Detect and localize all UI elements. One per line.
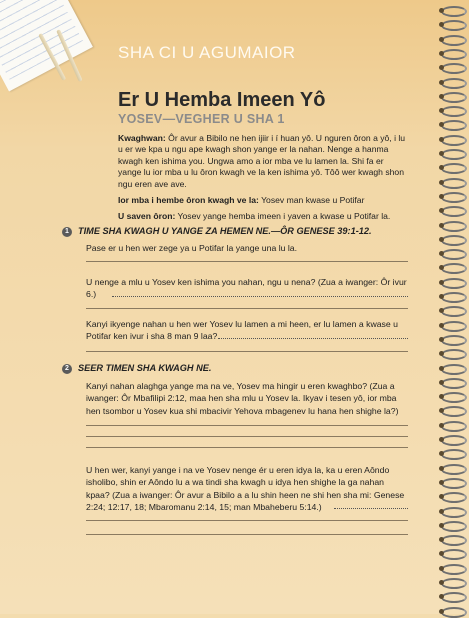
question-number: 2 [62,364,72,374]
spiral-ring [441,390,467,402]
answer-line[interactable] [112,296,408,297]
spiral-ring [441,376,467,388]
spiral-ring [441,333,467,345]
spiral-ring [441,219,467,231]
question-1c-text: Kanyi ikyenge nahan u hen wer Yosev lu lamen a mi heen, er lu lamen a kwase u Potifar ken ivur i sha 8 man 9 laa? [86,319,398,342]
answer-line[interactable] [86,425,408,426]
spiral-ring [441,576,467,588]
spiral-binding [439,0,469,614]
page-subtitle: YOSEV—VEGHER U SHA 1 [118,112,285,126]
question-2-title: SEER TIMEN SHA KWAGH NE. [78,363,212,373]
spiral-ring [441,447,467,459]
spiral-ring [441,190,467,202]
spiral-ring [441,276,467,288]
spiral-ring [441,261,467,273]
spiral-ring [441,4,467,16]
notepaper-illustration [0,0,100,100]
ior-text: Yosev man kwase u Potifar [261,195,365,206]
spiral-ring [441,33,467,45]
spiral-ring [441,433,467,445]
answer-line[interactable] [86,308,408,309]
spiral-ring [441,547,467,559]
spiral-ring [441,47,467,59]
answer-line[interactable] [86,351,408,352]
question-2a-text: Kanyi nahan alaghga yange ma na ve, Yosev ma hingir u eren kwaghbo? (Zua a iwanger: Ôr Mbafilipi 2:12, maa hen sha mlu u Yosev la. Ikyav i tesen yô, ior mba hen tsombor u Yosev kua shi mbacivir Yehova mbagenev lu hana hen shighe la?) [86,381,399,416]
spiral-ring [441,476,467,488]
answer-line[interactable] [86,534,408,535]
kwaghwan-text: Ôr avur a Bibilo ne hen ijiir i í huan yô. U nguren ôron a yô, i lu u er we kpa u ngu ape kwagh shon yange er la nahan. Nenge a hanma kwagh ken ishima you. Ungwa amo a ior mba ve lu lamen la. Shi fa er yange lu ior mba u lu ôron kwagh ve la ken ishima yô. Tôô wer kwagh shon ngu eren ave ave. [118,133,406,189]
spiral-ring [441,519,467,531]
spiral-ring [441,76,467,88]
question-1-heading [62,226,372,237]
spiral-ring [441,61,467,73]
spiral-ring [441,605,467,617]
spiral-ring [441,319,467,331]
section-heading: SHA CI U AGUMAIOR [118,43,296,62]
spiral-ring [441,590,467,602]
spiral-ring [441,176,467,188]
spiral-ring [441,404,467,416]
spiral-ring [441,90,467,102]
question-2-heading [62,363,211,374]
spiral-ring [441,104,467,116]
answer-line[interactable] [86,436,408,437]
spiral-ring [441,462,467,474]
answer-line[interactable] [218,338,408,339]
answer-line[interactable] [86,447,408,448]
question-2b-text: U hen wer, kanyi yange i na ve Yosev nenge ér u eren idya la, ka u eren Aôndo isholibo, shin er Aôndo lu a wa tindi sha kwagh u idya hen shighe la ga nahan kpaa? (Zua a iwanger: Ôr avur a Bibilo a a lu shin heen ne shi hen sha mi: Genese 2:24; 12:17, 18; Mbaromanu 2:14, 15; man Mbaheberu 5:14.) [86,465,405,513]
spiral-ring [441,347,467,359]
saven-label: U saven ôron: [118,211,176,222]
question-1b-text: U nenge a mlu u Yosev ken ishima you nahan, ngu u nena? (Zua a iwanger: Ôr ivur 6.) [86,277,407,300]
spiral-ring [441,147,467,159]
kwaghwan-label: Kwaghwan: [118,133,166,143]
intro-block [118,133,408,228]
spiral-ring [441,161,467,173]
spiral-ring [441,362,467,374]
saven-text: Yosev yange hemba imeen i yaven a kwase u Potifar la. [177,211,391,222]
ior-label: Ior mba i hembe ôron kwagh ve la: [118,195,259,206]
answer-line[interactable] [86,261,408,262]
question-number: 1 [62,227,72,237]
spiral-ring [441,247,467,259]
question-1a-text: Pase er u hen wer zege ya u Potifar la yange una lu la. [86,243,298,253]
spiral-ring [441,233,467,245]
spiral-ring [441,304,467,316]
spiral-ring [441,533,467,545]
spiral-ring [441,204,467,216]
answer-line[interactable] [86,520,408,521]
spiral-ring [441,505,467,517]
spiral-ring [441,118,467,130]
page-title: Er U Hemba Imeen Yô [118,89,326,111]
answer-line[interactable] [334,508,408,509]
spiral-ring [441,133,467,145]
spiral-ring [441,562,467,574]
spiral-ring [441,290,467,302]
spiral-ring [441,490,467,502]
spiral-ring [441,419,467,431]
spiral-ring [441,18,467,30]
question-1-title: TIME SHA KWAGH U YANGE ZA HEMEN NE.—ÔR GENESE 39:1-12. [78,226,372,236]
